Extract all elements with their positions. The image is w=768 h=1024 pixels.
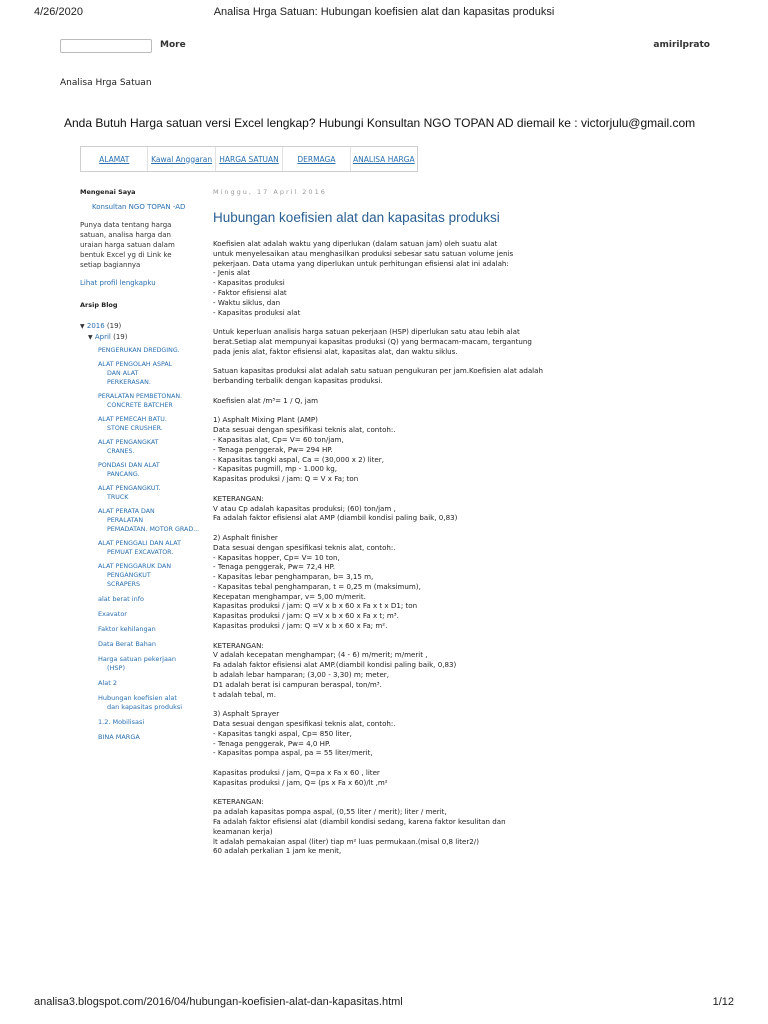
post-text-line: - Kapasitas produksi alat — [213, 307, 301, 317]
post-text-line: - Jenis alat — [213, 268, 251, 278]
post-link-line[interactable]: SCRAPERS — [107, 581, 140, 588]
post-text-line: - Kapasitas alat, Cp= V= 60 ton/jam, — [213, 434, 344, 444]
post-text-line: pekerjaan. Data utama yang diperlukan untuk perhitungan efisiensi alat ini adalah: — [213, 258, 509, 268]
post-link-line[interactable]: Harga satuan pekerjaan — [98, 655, 177, 663]
archive-post-list — [80, 346, 200, 589]
post-link-line[interactable]: PONDASI DAN ALAT — [98, 462, 160, 469]
post-text-line: Fa adalah faktor efisiensi alat AMP (diambil kondisi paling baik, 0,83) — [213, 513, 458, 523]
post-text-line: Kecepatan menghampar, v= 5,00 m/merit. — [213, 591, 366, 601]
post-link-line[interactable]: Alat 2 — [98, 679, 117, 687]
profile-name-link[interactable]: Konsultan NGO TOPAN -AD — [92, 203, 186, 211]
blog-title[interactable]: Analisa Hrga Satuan — [60, 78, 152, 88]
post-text-line: berbanding terbalik dengan kapasitas produksi. — [213, 376, 383, 386]
paragraph-gap — [213, 758, 563, 768]
post-text-line: 3) Asphalt Sprayer — [213, 709, 280, 719]
archive-year-count: (19) — [106, 322, 122, 330]
post-text-line: pa adalah kapasitas pompa aspal, (0,55 liter / merit); liter / merit, — [213, 807, 447, 817]
post-text-line: - Kapasitas tangki aspal, Ca = (30,000 x 2) liter, — [213, 454, 384, 464]
archive-post-link[interactable] — [98, 562, 200, 589]
post-link-line[interactable]: ALAT PENGOLAH ASPAL — [98, 361, 173, 368]
paragraph-gap — [213, 386, 563, 396]
archive-heading: Arsip Blog — [80, 301, 118, 309]
post-text-line: Koefisien alat adalah waktu yang diperlukan (dalam satuan jam) oleh suatu alat — [213, 239, 498, 248]
post-text-line: Kapasitas produksi / jam: Q =V x b x 60 x Fa x t; m³. — [213, 611, 399, 621]
archive-post-link[interactable] — [98, 392, 200, 410]
post-link-line[interactable]: Faktor kehilangan — [98, 625, 156, 633]
post-text-line: - Tenaga penggerak, Pw= 4,0 HP. — [213, 738, 331, 748]
post-text-line: KETERANGAN: — [213, 797, 264, 807]
post-text-line: berat.Setiap alat mempunyai kapasitas produksi (Q) yang bermacam-macam, tergantung — [213, 336, 532, 346]
tab-analisa-harga[interactable]: ANALISA HARGA — [353, 154, 415, 164]
profile-text-line: bentuk Excel yg di Link ke — [80, 251, 172, 259]
archive-month-label[interactable]: April — [94, 333, 111, 341]
post-link-line[interactable]: Hubungan koefisien alat — [98, 694, 177, 702]
collapse-triangle-icon[interactable]: ▼ — [80, 323, 85, 330]
post-text-line: KETERANGAN: — [213, 493, 264, 503]
archive-post-link[interactable] — [98, 595, 200, 604]
paragraph-gap — [213, 484, 563, 494]
profile-text-line: uraian harga satuan dalam — [80, 241, 175, 249]
archive-post-link[interactable] — [98, 733, 200, 742]
archive-post-link[interactable] — [98, 438, 200, 456]
post-text-line: - Kapasitas tebal penghamparan, t = 0,25 m (maksimum), — [213, 581, 421, 591]
archive-post-link[interactable] — [98, 610, 200, 619]
print-page-number: 1/12 — [712, 996, 734, 1008]
collapse-triangle-icon[interactable]: ▼ — [88, 334, 93, 341]
post-link-line[interactable]: PEMADATAN. MOTOR GRAD... — [107, 526, 200, 533]
post-text-line: 60 adalah perkalian 1 jam ke menit, — [213, 846, 342, 856]
post-date: Minggu, 17 April 2016 — [213, 188, 327, 196]
post-text-line: V atau Cp adalah kapasitas produksi; (60) ton/jam , — [213, 503, 396, 513]
post-link-line[interactable]: BINA MARGA — [98, 733, 140, 741]
post-link-line[interactable]: ALAT PENGGARUK DAN — [98, 563, 172, 570]
archive-post-link[interactable] — [98, 415, 200, 433]
archive-month-april[interactable] — [88, 333, 200, 341]
post-title[interactable]: Hubungan koefisien alat dan kapasitas produksi — [213, 210, 500, 225]
archive-post-link[interactable] — [98, 346, 200, 355]
archive-post-link[interactable] — [98, 461, 200, 479]
post-link-line[interactable]: CRANES. — [107, 448, 135, 455]
post-link-line[interactable]: STONE CRUSHER. — [107, 425, 163, 432]
archive-post-link[interactable] — [98, 640, 200, 649]
post-link-line[interactable]: ALAT PERATA DAN — [98, 508, 155, 515]
post-link-line[interactable]: PERALATAN — [107, 517, 144, 524]
post-text-line: - Faktor efisiensi alat — [213, 287, 287, 297]
post-text-line: - Kapasitas tangki aspal, Cp= 850 liter, — [213, 728, 352, 738]
post-link-line[interactable]: PENGERUKAN DREDGING. — [98, 347, 180, 354]
paragraph-gap — [213, 406, 563, 416]
archive-year-2016[interactable] — [80, 322, 200, 330]
blog-description: Anda Butuh Harga satuan versi Excel lengkap? Hubungi Konsultan NGO TOPAN AD diemail ke : victorjulu@gmail.com — [64, 116, 696, 130]
tab-alamat[interactable]: ALAMAT — [81, 147, 148, 171]
archive-post-link[interactable] — [98, 718, 200, 727]
profile-description — [80, 220, 200, 270]
post-link-line[interactable]: ALAT PENGGALI DAN ALAT — [98, 540, 181, 547]
about-heading: Mengenai Saya — [80, 188, 136, 196]
post-link-line[interactable]: alat berat info — [98, 595, 144, 603]
print-header — [0, 6, 768, 20]
post-text-line: Fa adalah faktor efisiensi alat (diambil kondisi sedang, karena faktor kesulitan dan — [213, 817, 506, 827]
post-link-line[interactable]: ALAT PENGANGKUT. — [98, 485, 161, 492]
post-text-line: Kapasitas produksi / jam, Q= (ps x Fa x 60)/lt ,m² — [213, 777, 388, 787]
post-text-line: - Kapasitas pugmill, mp - 1.000 kg, — [213, 464, 338, 474]
post-link-line[interactable]: Exavator — [98, 610, 127, 618]
more-menu-button[interactable]: More — [160, 40, 186, 50]
tab-kawal-anggaran[interactable]: Kawal Anggaran — [148, 147, 215, 171]
archive-year-label[interactable]: 2016 — [86, 322, 105, 330]
full-profile-link[interactable]: Lihat profil lengkapku — [80, 279, 156, 287]
post-link-line[interactable]: PANCANG. — [107, 471, 140, 478]
print-footer — [0, 996, 768, 1010]
post-text-line: - Kapasitas lebar penghamparan, b= 3,15 m, — [213, 572, 374, 582]
post-text-line: - Kapasitas hopper, Cp= V= 10 ton, — [213, 552, 340, 562]
archive-month-count: (19) — [113, 333, 128, 341]
post-text-line: - Kapasitas produksi — [213, 278, 285, 288]
post-link-line[interactable]: ALAT PEMECAH BATU. — [98, 416, 167, 423]
post-link-line[interactable]: PERKERASAN. — [107, 379, 151, 386]
post-link-line[interactable]: CONCRETE BATCHER — [107, 402, 173, 409]
post-text-line: Fa adalah faktor efisiensi alat AMP.(diambil kondisi paling baik, 0,83) — [213, 660, 457, 670]
archive-post-link[interactable] — [98, 507, 200, 534]
post-text-line: Data sesuai dengan spesifikasi teknis alat, contoh:. — [213, 719, 396, 729]
post-text-line: - Tenaga penggerak, Pw= 72,4 HP. — [213, 562, 335, 572]
post-text-line: Kapasitas produksi / jam: Q =V x b x 60 x Fa; m². — [213, 621, 388, 631]
print-url: analisa3.blogspot.com/2016/04/hubungan-koefisien-alat-dan-kapasitas.html — [34, 996, 403, 1008]
navbar-search-input[interactable] — [60, 39, 152, 53]
post-link-line[interactable]: DAN ALAT — [107, 370, 139, 377]
post-text-line: KETERANGAN: — [213, 640, 264, 650]
paragraph-gap — [213, 631, 563, 641]
post-text-line: - Kapasitas pompa aspal, pa = 55 liter/merit, — [213, 748, 373, 758]
post-text-line: Kapasitas produksi / jam: Q =V x b x 60 x Fa x t x D1; ton — [213, 601, 418, 611]
sidebar — [80, 188, 200, 742]
archive-post-link[interactable] — [98, 625, 200, 634]
blogger-navbar — [60, 38, 710, 54]
post-main — [213, 188, 563, 856]
post-text-line: Data sesuai dengan spesifikasi teknis alat, contoh:. — [213, 425, 396, 435]
page-tabs — [80, 146, 418, 172]
archive-post-link[interactable] — [98, 679, 200, 688]
archive-post-link[interactable] — [98, 694, 200, 712]
post-link-line[interactable]: ALAT PENGANGKAT — [98, 439, 159, 446]
post-text-line: Koefisien alat /m³= 1 / Q, jam — [213, 395, 319, 405]
post-text-line: untuk menyelesaikan atau menghasilkan produksi sebesar satu satuan volume jenis — [213, 248, 514, 258]
post-link-line[interactable]: Data Berat Bahan — [98, 640, 156, 648]
paragraph-gap — [213, 788, 563, 798]
profile-text-line: setiap bagiannya — [80, 261, 141, 269]
post-text-line: - Waktu siklus, dan — [213, 297, 281, 307]
post-link-line[interactable]: PERALATAN PEMBETONAN. — [98, 393, 183, 400]
paragraph-gap — [213, 699, 563, 709]
post-link-line[interactable]: PENGANGKUT — [107, 572, 151, 579]
archive-post-list-2 — [80, 595, 200, 742]
post-text-line: t adalah tebal, m. — [213, 689, 276, 699]
post-link-line[interactable]: TRUCK — [107, 494, 129, 501]
post-text-line: pada jenis alat, faktor efisiensi alat, kapasitas alat, dan waktu siklus. — [213, 346, 458, 356]
post-text-line: - Tenaga penggerak, Pw= 294 HP. — [213, 444, 333, 454]
print-title: Analisa Hrga Satuan: Hubungan koefisien alat dan kapasitas produksi — [213, 6, 555, 18]
profile-text-line: Punya data tentang harga — [80, 221, 172, 229]
print-date: 4/26/2020 — [34, 6, 83, 18]
post-text-line: Kapasitas produksi / jam, Q=pa x Fa x 60 , liter — [213, 768, 380, 778]
post-body — [213, 239, 563, 856]
archive-post-link[interactable] — [98, 655, 200, 673]
post-text-line: Untuk keperluan analisis harga satuan pekerjaan (HSP) diperlukan satu atau lebih alat — [213, 327, 520, 337]
post-text-line: Data sesuai dengan spesifikasi teknis alat, contoh:. — [213, 542, 396, 552]
post-text-line: V adalah kecepatan menghampar; (4 - 6) m/merit; m/merit , — [213, 650, 428, 660]
user-account-link[interactable]: amirilprato — [653, 40, 710, 50]
tab-dermaga[interactable]: DERMAGA — [283, 147, 350, 171]
paragraph-gap — [213, 317, 563, 327]
post-text-line: 2) Asphalt finisher — [213, 532, 278, 542]
post-text-line: D1 adalah berat isi campuran beraspal, ton/m³. — [213, 679, 382, 689]
archive-post-link[interactable] — [98, 539, 200, 557]
post-text-line: Kapasitas produksi / jam: Q = V x Fa; ton — [213, 474, 359, 484]
archive-post-link[interactable] — [98, 484, 200, 502]
profile-text-line: satuan, analisa harga dan — [80, 231, 171, 239]
post-link-line[interactable]: (HSP) — [107, 664, 126, 672]
post-text-line: lt adalah pemakaian aspal (liter) tiap m² luas permukaan.(misal 0,8 liter2/) — [213, 836, 479, 846]
post-link-line[interactable]: PEMUAT EXCAVATOR. — [107, 549, 174, 556]
tab-harga-satuan[interactable]: HARGA SATUAN — [216, 147, 283, 171]
archive-post-link[interactable] — [98, 360, 200, 387]
post-text-line: b adalah lebar hamparan; (3,00 - 3,30) m; meter, — [213, 670, 389, 680]
post-text-line: Satuan kapasitas produksi alat adalah satu satuan pengukuran per jam.Koefisien alat adalah — [213, 366, 543, 376]
post-link-line[interactable]: 1.2. Mobilisasi — [98, 718, 145, 726]
post-link-line[interactable]: dan kapasitas produksi — [107, 703, 183, 711]
post-text-line: keamanan kerja) — [213, 826, 273, 836]
paragraph-gap — [213, 357, 563, 367]
post-text-line: 1) Asphalt Mixing Plant (AMP) — [213, 415, 318, 425]
paragraph-gap — [213, 523, 563, 533]
